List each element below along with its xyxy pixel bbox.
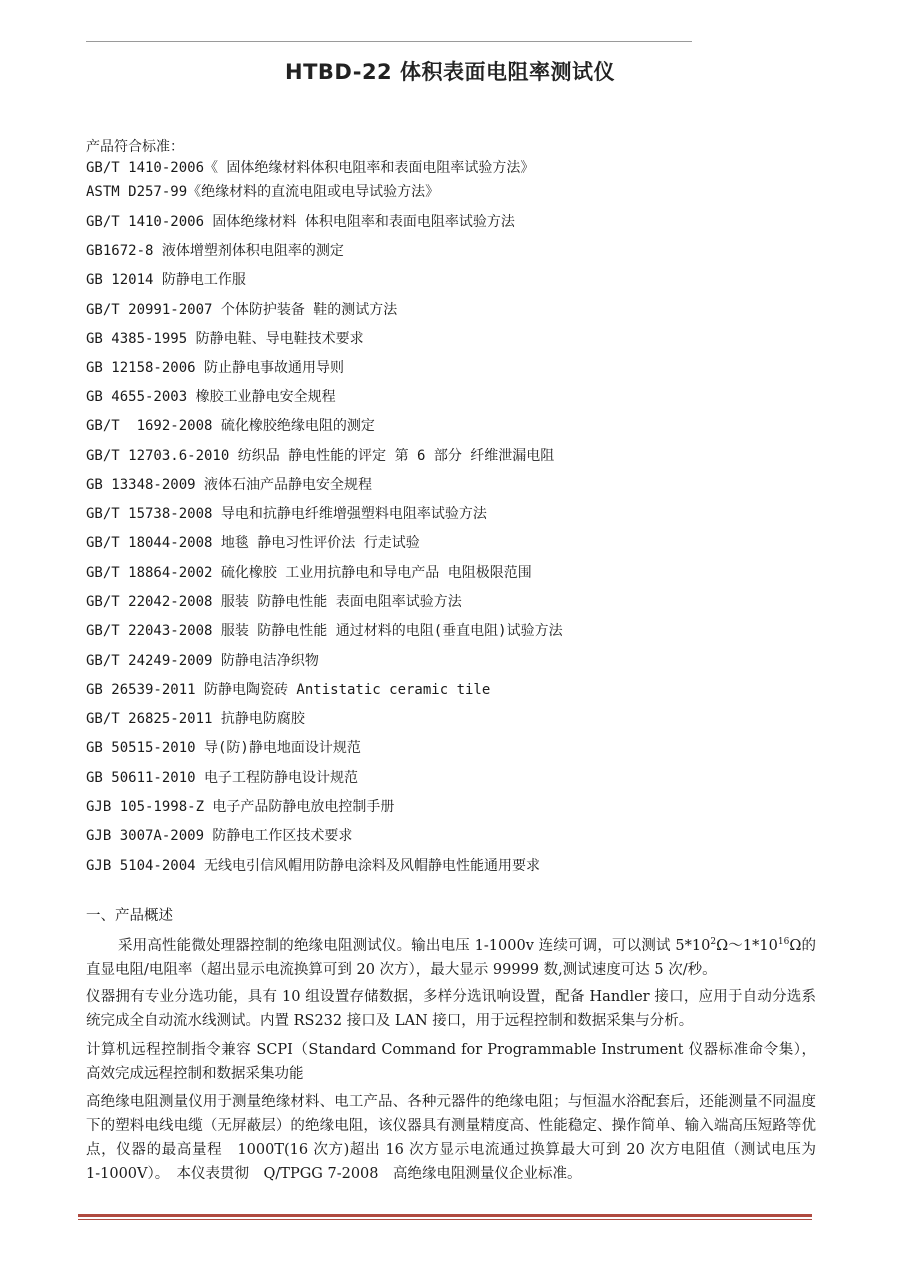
overview-paragraph-3: 计算机远程控制指令兼容 SCPI（Standard Command for Programmable Instrument 仪器标准命令集），高效完成远程控制和数据采集功能 bbox=[86, 1042, 816, 1082]
standard-item: GB/T 22042-2008 服装 防静电性能 表面电阻率试验方法 bbox=[86, 594, 462, 610]
overview-paragraph-4: 高绝缘电阻测量仪用于测量绝缘材料、电工产品、各种元器件的绝缘电阻；与恒温水浴配套后，还能测量不同温度下的塑料电线电缆（无屏蔽层）的绝缘电阻，该仪器具有测量精度高、性能稳定、操作简单、输入端高压短路等优点，仪器的最高量程 1000T(16 次方)超出 16 次方显示电流通过换算最大可到 20 次方电阻值（测试电压为 1-1000V）。 本仪表贯彻 Q/TPGG 7-2008 高绝缘电阻测量仪企业标准。 bbox=[86, 1094, 831, 1182]
standard-item: GJB 5104-2004 无线电引信风帽用防静电涂料及风帽静电性能通用要求 bbox=[86, 858, 541, 874]
standard-item: GB/T 1692-2008 硫化橡胶绝缘电阻的测定 bbox=[86, 418, 375, 434]
header-rule bbox=[86, 41, 692, 42]
standard-item: GB/T 22043-2008 服装 防静电性能 通过材料的电阻(垂直电阻)试验方法 bbox=[86, 623, 563, 639]
standard-item: GB/T 18864-2002 硫化橡胶 工业用抗静电和导电产品 电阻极限范围 bbox=[86, 565, 532, 581]
standard-item: GB 50515-2010 导(防)静电地面设计规范 bbox=[86, 740, 361, 756]
standard-item: GB 12014 防静电工作服 bbox=[86, 272, 246, 288]
standard-item: GB 26539-2011 防静电陶瓷砖 Antistatic ceramic tile bbox=[86, 682, 491, 698]
standards-heading: 产品符合标准： bbox=[86, 139, 184, 155]
overview-heading: 一、产品概述 bbox=[86, 908, 173, 924]
standard-item: ASTM D257-99《绝缘材料的直流电阻或电导试验方法》 bbox=[86, 184, 440, 200]
standard-item: GB/T 18044-2008 地毯 静电习性评价法 行走试验 bbox=[86, 535, 420, 551]
standard-item: GJB 3007A-2009 防静电工作区技术要求 bbox=[86, 828, 353, 844]
standard-item: GB 4385-1995 防静电鞋、导电鞋技术要求 bbox=[86, 331, 364, 347]
standard-item: GB/T 26825-2011 抗静电防腐胶 bbox=[86, 711, 305, 727]
standard-item: GB/T 12703.6-2010 纺织品 静电性能的评定 第 6 部分 纤维泄漏电阻 bbox=[86, 448, 555, 464]
document-title: HTBD-22 体积表面电阻率测试仪 bbox=[285, 60, 615, 84]
standard-item: GJB 105-1998-Z 电子产品防静电放电控制手册 bbox=[86, 799, 395, 815]
standard-item: GB1672-8 液体增塑剂体积电阻率的测定 bbox=[86, 243, 344, 259]
footer-rule bbox=[78, 1214, 812, 1217]
footer-rule-thin bbox=[78, 1219, 812, 1220]
standard-item: GB/T 20991-2007 个体防护装备 鞋的测试方法 bbox=[86, 302, 398, 318]
standard-item: GB 12158-2006 防止静电事故通用导则 bbox=[86, 360, 345, 376]
standard-item: GB 4655-2003 橡胶工业静电安全规程 bbox=[86, 389, 336, 405]
standard-item: GB 50611-2010 电子工程防静电设计规范 bbox=[86, 770, 359, 786]
standard-item: GB/T 1410-2006《 固体绝缘材料体积电阻率和表面电阻率试验方法》 bbox=[86, 160, 535, 176]
standard-item: GB/T 24249-2009 防静电洁净织物 bbox=[86, 653, 319, 669]
overview-paragraph-1: 采用高性能微处理器控制的绝缘电阻测试仪。输出电压 1-1000v 连续可调，可以测试 $5*10^2\Omega\sim 1*10^{16}\Omega$的直显电阻/电阻率（超出显示电流换算可到 20 次方），最大显示 99999 数,测试速度可达 5 次/秒。 bbox=[86, 937, 816, 978]
standard-item: GB/T 15738-2008 导电和抗静电纤维增强塑料电阻率试验方法 bbox=[86, 506, 487, 522]
overview-paragraph-2: 仪器拥有专业分选功能，具有 10 组设置存储数据，多样分选讯响设置，配备 Handler 接口，应用于自动分选系统完成全自动流水线测试。内置 RS232 接口及 LAN 接口，用于远程控制和数据采集与分析。 bbox=[86, 989, 816, 1029]
standard-item: GB 13348-2009 液体石油产品静电安全规程 bbox=[86, 477, 373, 493]
standard-item: GB/T 1410-2006 固体绝缘材料 体积电阻率和表面电阻率试验方法 bbox=[86, 214, 515, 230]
